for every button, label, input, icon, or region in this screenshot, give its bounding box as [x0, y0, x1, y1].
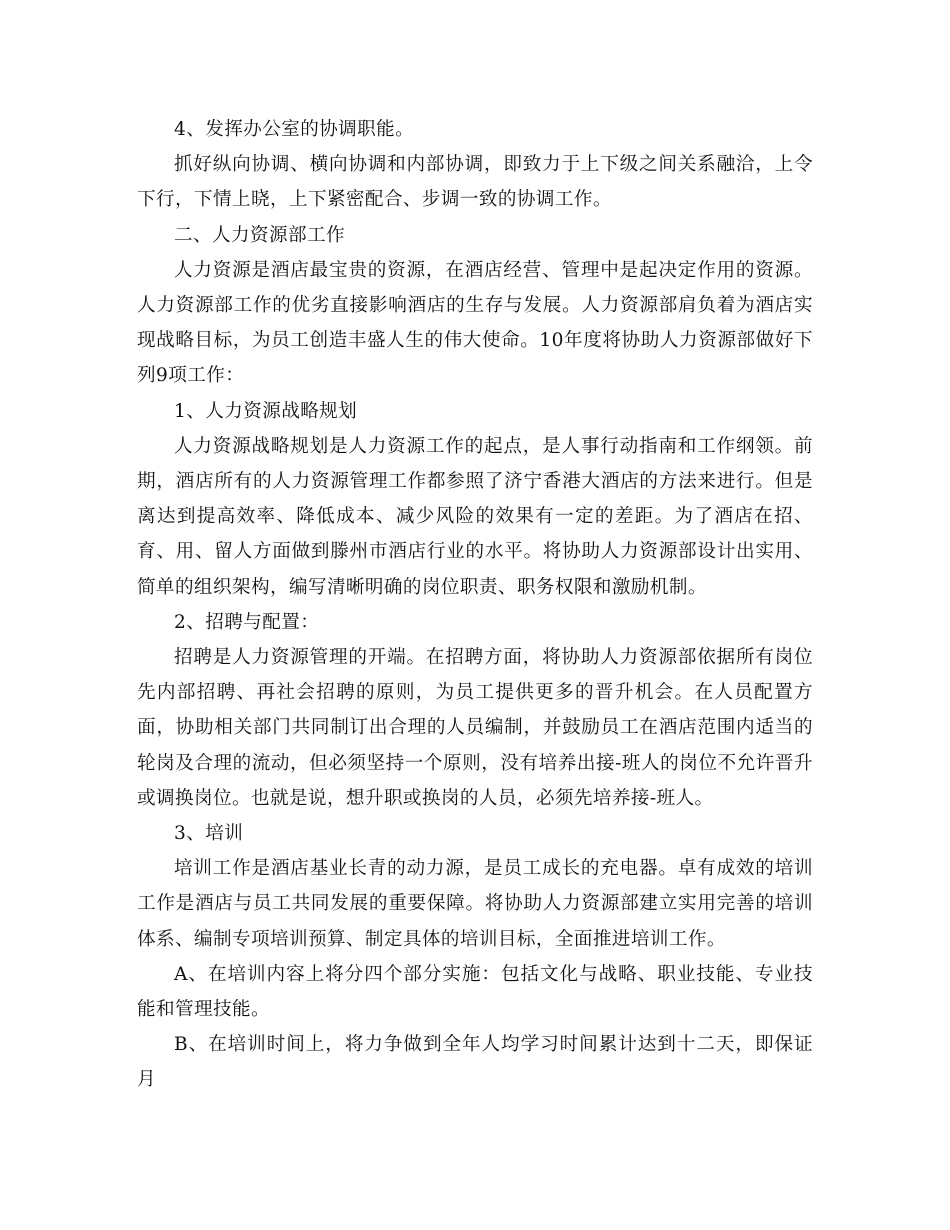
heading-hr-strategy: 1、人力资源战略规划: [174, 400, 358, 422]
heading-office-coordination: 4、发挥办公室的协调职能。: [174, 119, 415, 140]
paragraph-training-time: B、在培训时间上，将力争做到全年人均学习时间累计达到十二天，即保证月: [137, 1034, 813, 1091]
heading-recruitment: 2、招聘与配置：: [174, 611, 320, 633]
paragraph-coordination: 抓好纵向协调、横向协调和内部协调，即致力于上下级之间关系融洽，上令下行，下情上晓，上下紧密配合、步调一致的协调工作。: [137, 154, 813, 211]
paragraph-hr-strategy: 人力资源战略规划是人力资源工作的起点，是人事行动指南和工作纲领。前期，酒店所有的人力资源管理工作都参照了济宁香港大酒店的方法来进行。但是离达到提高效率、降低成本、减少风险的效果有一定的差距。为了酒店在招、育、用、留人方面做到滕州市酒店行业的水平。将协助人力资源部设计出实用、简单的组织架构，编写清晰明确的岗位职责、职务权限和激励机制。: [137, 435, 813, 598]
heading-training: 3、培训: [174, 823, 244, 845]
paragraph-training: 培训工作是酒店基业长青的动力源，是员工成长的充电器。卓有成效的培训工作是酒店与员工共同发展的重要保障。将协助人力资源部建立实用完善的培训体系、编制专项培训预算、制定具体的培训目标，全面推进培训工作。: [137, 858, 813, 950]
paragraph-hr-intro: 人力资源是酒店最宝贵的资源，在酒店经营、管理中是起决定作用的资源。人力资源部工作的优劣直接影响酒店的生存与发展。人力资源部肩负着为酒店实现战略目标，为员工创造丰盛人生的伟大使命。10年度将协助人力资源部做好下列9项工作：: [137, 259, 813, 387]
paragraph-training-content: A、在培训内容上将分四个部分实施：包括文化与战略、职业技能、专业技能和管理技能。: [137, 963, 813, 1021]
paragraph-recruitment: 招聘是人力资源管理的开端。在招聘方面，将协助人力资源部依据所有岗位先内部招聘、再社会招聘的原则，为员工提供更多的晋升机会。在人员配置方面，协助相关部门共同制订出合理的人员编制，并鼓励员工在酒店范围内适当的轮岗及合理的流动，但必须坚持一个原则，没有培养出接-班人的岗位不允许晋升或调换岗位。也就是说，想升职或换岗的人员，必须先培养接-班人。: [137, 647, 813, 809]
heading-hr-department: 二、人力资源部工作: [174, 224, 345, 246]
document-body: [137, 112, 813, 1098]
